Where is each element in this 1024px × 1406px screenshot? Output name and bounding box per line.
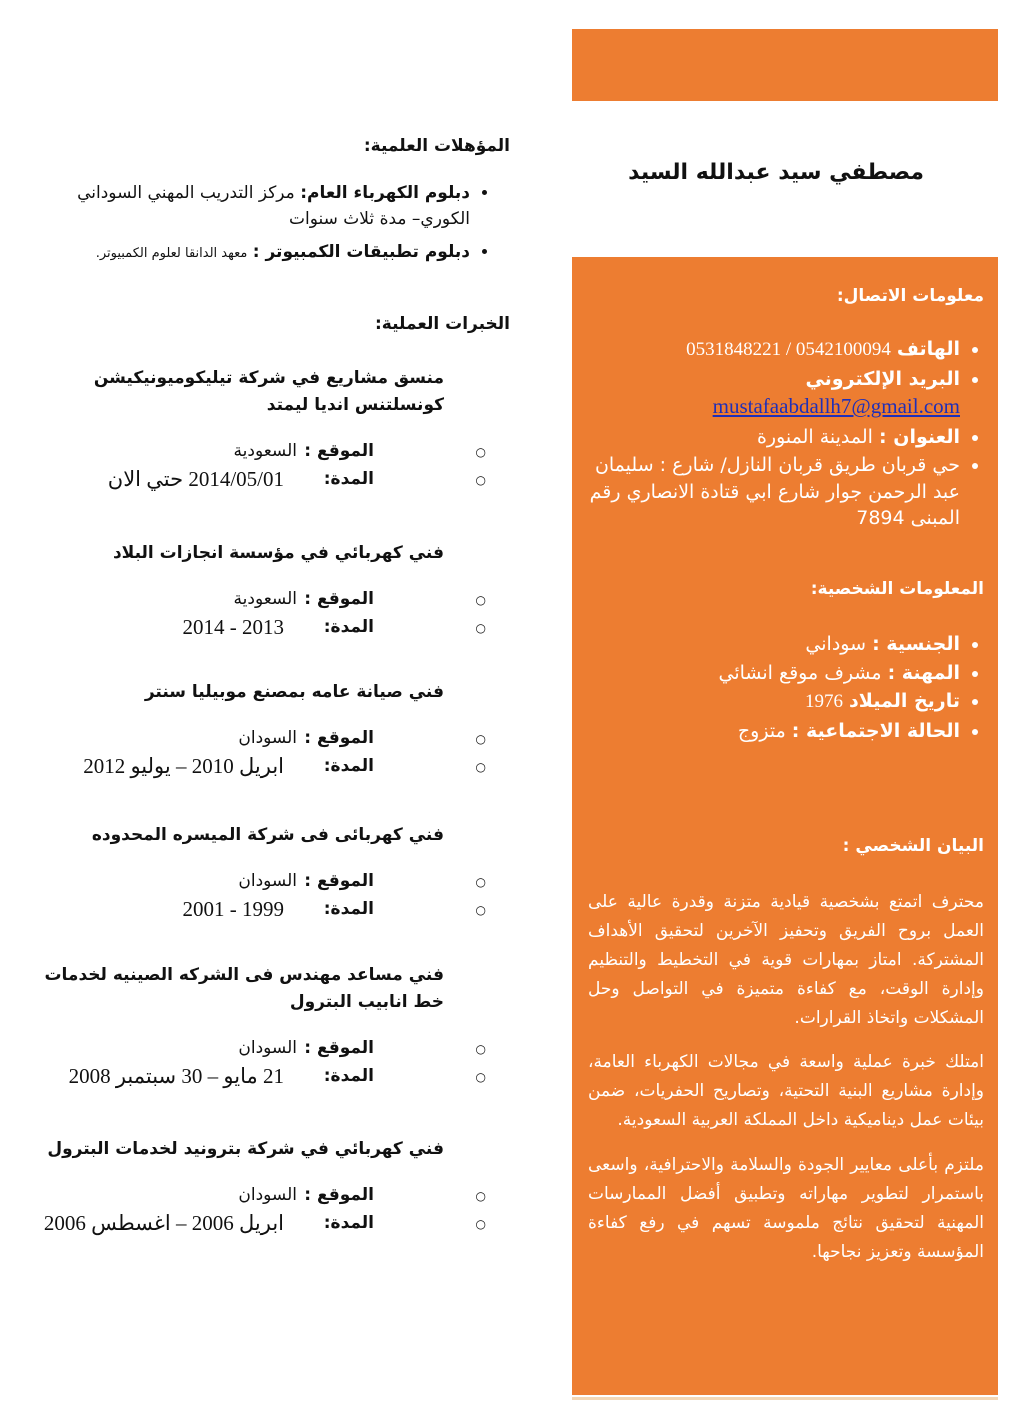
circle-bullet-icon: ○ <box>475 875 486 890</box>
address-item <box>588 424 960 451</box>
location-value: السعودية <box>233 589 297 610</box>
marital-value: متزوج <box>737 719 786 742</box>
duration-value: ابريل 2006 – اغسطس 2006 <box>43 1211 284 1236</box>
marital-item <box>588 718 960 745</box>
duration-value: ابريل 2010 – يوليو 2012 <box>83 754 284 779</box>
email-label: البريد الإلكتروني <box>805 367 960 390</box>
job-entry <box>30 679 486 784</box>
personal-title: المعلومات الشخصية: <box>810 579 984 599</box>
address-label: العنوان : <box>879 425 960 448</box>
duration-value: 2014/05/01 حتي الان <box>107 467 284 492</box>
duration-label: المدة: <box>323 617 374 638</box>
location-label: الموقع : <box>304 1038 374 1059</box>
job-title: فني مساعد مهندس فى الشركه الصينيه لخدمات خط انابيب البترول <box>44 965 444 1013</box>
birthdate-label: تاريخ الميلاد <box>849 690 960 713</box>
qualification-label: دبلوم الكهرباء العام: <box>300 183 470 203</box>
qualification-item <box>30 180 470 233</box>
job-entry <box>30 365 486 497</box>
phone-value: 0542100094 / 0531848221 <box>686 339 891 360</box>
duration-label: المدة: <box>323 756 374 777</box>
qualification-label: دبلوم تطبيقات الكمبيوتر : <box>252 241 470 262</box>
location-label: الموقع : <box>304 728 374 749</box>
address-detail-item <box>588 452 960 532</box>
statement-paragraph: امتلك خبرة عملية واسعة في مجالات الكهرباء العامة، وإدارة مشاريع البنية التحتية، وتصاريح الحفريات، ضمن بيئات عمل ديناميكية داخل المملكة العربية السعودية. <box>588 1052 984 1131</box>
job-title: فني كهربائي في مؤسسة انجازات البلاد <box>112 543 444 563</box>
profession-item <box>588 660 960 687</box>
duration-value: 2013 - 2014 <box>182 615 284 640</box>
job-entry <box>30 822 486 927</box>
footer-line <box>572 1397 998 1400</box>
contact-section <box>588 286 984 534</box>
qualifications-section <box>30 136 510 271</box>
job-title: فني كهربائى فى شركة الميسره المحدوده <box>91 825 444 845</box>
qualifications-list <box>30 180 510 265</box>
location-value: السودان <box>238 871 297 892</box>
duration-label: المدة: <box>323 1066 374 1087</box>
email-link[interactable]: mustafaabdallh7@gmail.com <box>712 394 960 419</box>
nationality-item <box>588 631 960 658</box>
nationality-value: سوداني <box>805 633 867 655</box>
profession-label: المهنة : <box>887 661 960 684</box>
qualifications-title: المؤهلات العلمية: <box>363 136 510 156</box>
phone-label: الهاتف <box>896 338 960 360</box>
circle-bullet-icon: ○ <box>475 593 486 608</box>
job-title: فني صيانة عامه بمصنع موبيليا سنتر <box>144 682 444 702</box>
duration-label: المدة: <box>323 1213 374 1234</box>
job-title: منسق مشاريع في شركة تيليكوميونيكيشن كونسلتنس انديا ليمتد <box>93 368 444 416</box>
circle-bullet-icon: ○ <box>475 621 486 636</box>
circle-bullet-icon: ○ <box>475 473 486 488</box>
statement-paragraph: محترف اتمتع بشخصية قيادية متزنة وقدرة عالية على العمل بروح الفريق وتحفيز الآخرين لتحقيق الأهداف المشتركة. امتاز بمهارات قوية في التخطيط والتنظيم وإدارة الوقت، مع كفاءة متميزة في التواصل وحل المشكلات واتخاذ القرارات. <box>588 892 984 1028</box>
circle-bullet-icon: ○ <box>475 760 486 775</box>
circle-bullet-icon: ○ <box>475 732 486 747</box>
profession-value: مشرف موقع انشائي <box>718 661 882 684</box>
duration-value: 1999 - 2001 <box>182 897 284 922</box>
duration-label: المدة: <box>323 899 374 920</box>
job-entry <box>30 540 486 645</box>
personal-statement-section <box>588 836 984 1283</box>
circle-bullet-icon: ○ <box>475 1217 486 1232</box>
nationality-label: الجنسية : <box>872 633 960 655</box>
location-value: السعودية <box>233 441 297 462</box>
circle-bullet-icon: ○ <box>475 445 486 460</box>
location-label: الموقع : <box>304 589 374 610</box>
contact-title: معلومات الاتصال: <box>836 286 984 306</box>
job-title: فني كهربائي في شركة بترونيد لخدمات البترول <box>47 1139 444 1159</box>
address-detail: حي قربان طريق قربان النازل/ شارع : سليمان عبد الرحمن جوار شارع ابي قتادة الانصاري رقم المبنى 7894 <box>589 454 960 530</box>
location-label: الموقع : <box>304 1185 374 1206</box>
email-item <box>588 366 960 422</box>
candidate-name: مصطفي سيد عبدالله السيد <box>628 160 924 185</box>
location-label: الموقع : <box>304 871 374 892</box>
location-label: الموقع : <box>304 441 374 462</box>
phone-item <box>588 336 960 364</box>
header-accent-bar <box>572 29 998 101</box>
location-value: السودان <box>238 1038 297 1059</box>
personal-list <box>588 631 984 744</box>
qualification-value: معهد الدانقا لعلوم الكمبيوتر. <box>95 245 248 261</box>
circle-bullet-icon: ○ <box>475 903 486 918</box>
marital-label: الحالة الاجتماعية : <box>791 719 960 742</box>
circle-bullet-icon: ○ <box>475 1070 486 1085</box>
job-entry <box>30 962 486 1094</box>
birthdate-value: 1976 <box>804 691 843 713</box>
statement-paragraph: ملتزم بأعلى معايير الجودة والسلامة والاحترافية، واسعى باستمرار لتطوير مهاراته وتطبيق أفضل الممارسات المهنية لتحقيق نتائج ملموسة تسهم في رفع كفاءة المؤسسة وتعزيز نجاحها. <box>588 1155 984 1262</box>
address-value: المدينة المنورة <box>756 425 873 448</box>
birthdate-item <box>588 688 960 716</box>
contact-list <box>588 336 984 532</box>
qualification-value: مركز التدريب المهني السوداني الكوري– مدة ثلاث سنوات <box>77 183 470 230</box>
experience-title: الخبرات العملية: <box>375 314 510 334</box>
duration-value: 21 مايو – 30 سبتمبر 2008 <box>68 1064 284 1089</box>
duration-label: المدة: <box>323 469 374 490</box>
job-entry <box>30 1136 486 1241</box>
qualification-item <box>30 239 470 265</box>
location-value: السودان <box>238 1185 297 1206</box>
location-value: السودان <box>238 728 297 749</box>
circle-bullet-icon: ○ <box>475 1042 486 1057</box>
circle-bullet-icon: ○ <box>475 1189 486 1204</box>
personal-info-section <box>588 579 984 746</box>
statement-title: البيان الشخصي : <box>842 836 984 856</box>
